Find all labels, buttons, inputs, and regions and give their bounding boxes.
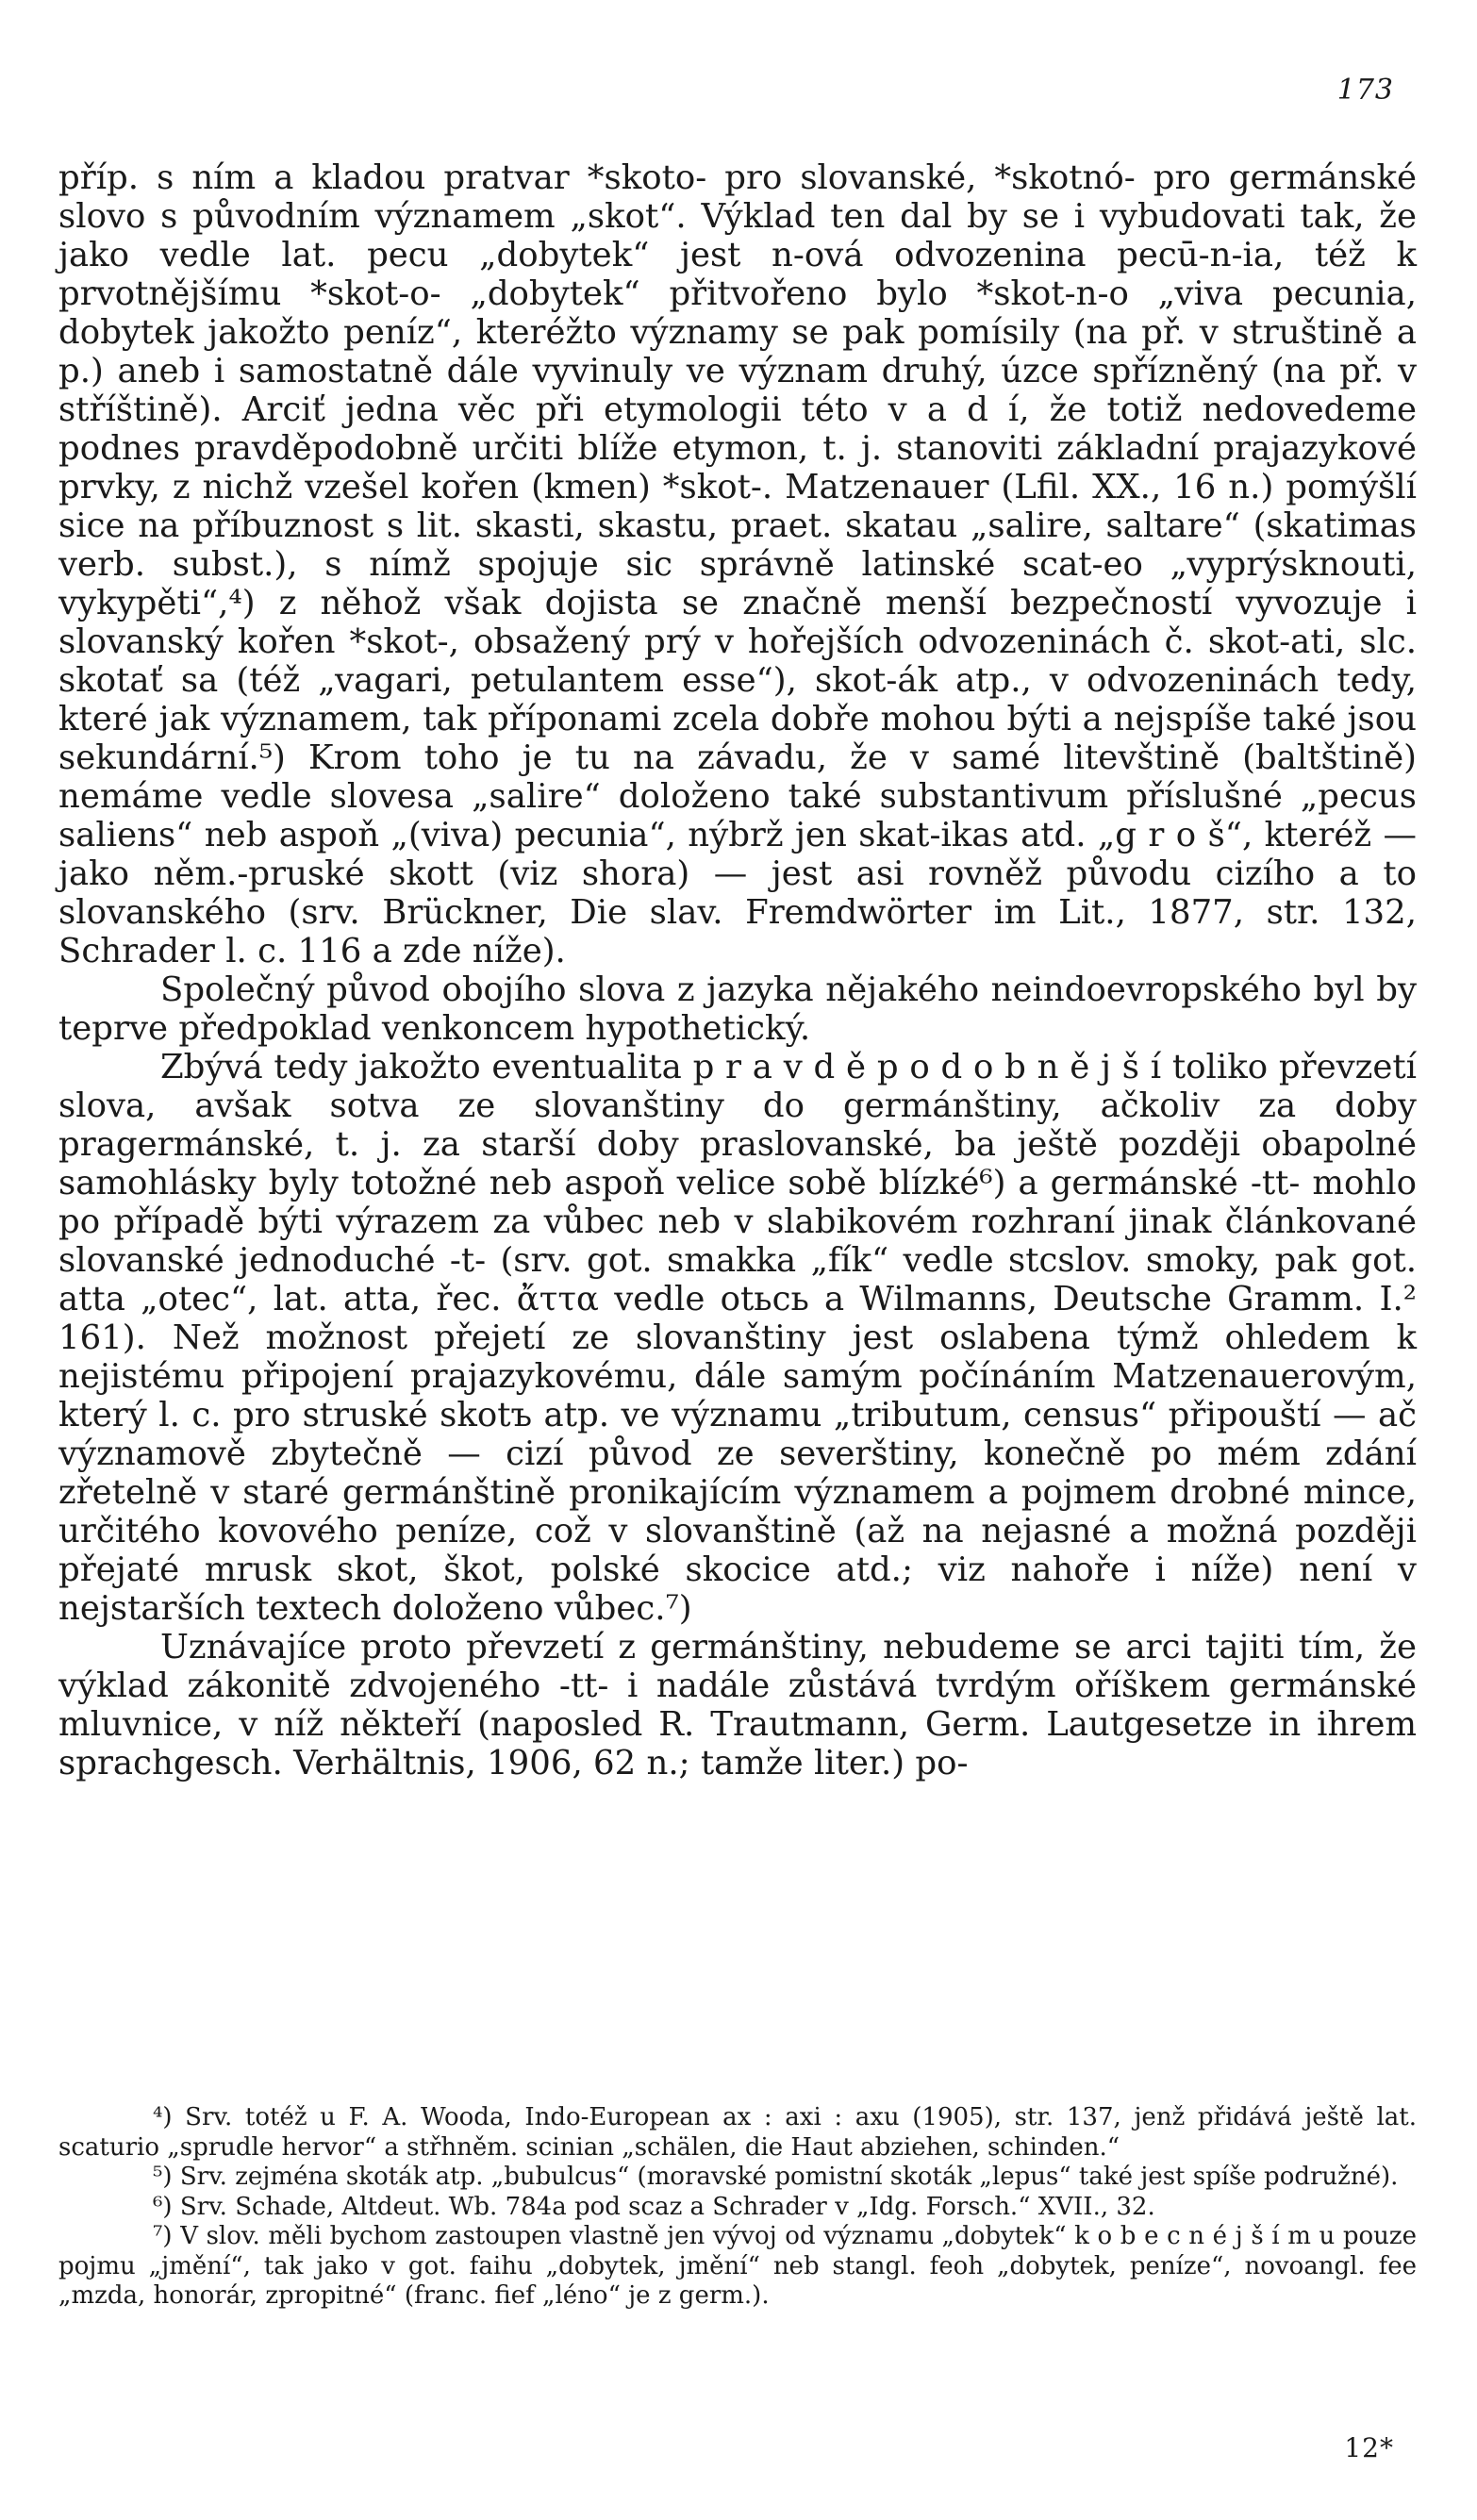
footnote: ⁵) Srv. zejména skoták atp. „bubulcus“ (moravské pomistní skoták „lepus“ také jest spíše podružné). [153,2163,1399,2191]
main-text [58,158,1417,1782]
body-paragraph: příp. s ním a kladou pratvar *skoto- pro slovanské, *skotnó- pro germánské slovo s původním významem „skot“. Výklad ten dal by se i vybudovati tak, že jako vedle lat. pecu „dobytek“ jest n-ová odvozenina pecū-n-ia, též k prvotnějšímu *skot-o- „dobytek“ přitvořeno bylo *skot-n-o „viva pecunia, dobytek jakožto peníz“, kteréžto významy se pak pomísily (na př. v struštině a p.) aneb i samostatně dále vyvinuly ve význam druhý, úzce spřízněný (na př. v stříštině). Arciť jedna věc při etymologii této v a d í, že totiž nedovedeme podnes pravděpodobně určiti blíže etymon, t. j. stanoviti základní prajazykové prvky, z nichž vzešel kořen (kmen) *skot-. Matzenauer (Lfil. XX., 16 n.) pomýšlí sice na příbuznost s lit. skasti, skastu, praet. skatau „salire, saltare“ (skatimas verb. subst.), s nímž spojuje sic správně latinské scat-eo „vyprýsknouti, vykypěti“,⁴) z něhož však dojista se značně menší bezpečností vyvozuje i slovanský kořen *skot-, obsažený prý v hořejších odvozeninách č. skot-ati, slc. skotať sa (též „vagari, petulantem esse“), skot-ák atp., v odvozeninách tedy, které jak významem, tak příponami zcela dobře mohou býti a nejspíše také jsou sekundární.⁵) Krom toho je tu na závadu, že v samé litevštině (baltštině) nemáme vedle slovesa „salire“ doloženo také substantivum příslušné „pecus saliens“ neb aspoň „(viva) pecunia“, nýbrž jen skat-ikas atd. „g r o š“, kteréž — jako něm.-pruské skott (viz shora) — jest asi rovněž původu cizího a to slovanského (srv. Brückner, Die slav. Fremdwörter im Lit., 1877, str. 132, Schrader l. c. 116 a zde níže). [58,158,1417,970]
footnote: ⁶) Srv. Schade, Altdeut. Wb. 784a pod scaz a Schrader v „Idg. Forsch.“ XVII., 32. [153,2192,1155,2221]
footnotes [58,2103,1417,2312]
footnote: ⁷) V slov. měli bychom zastoupen vlastně jen vývoj od významu „dobytek“ k o b e c n é j š í m u pouze pojmu „jmění“, tak jako v got. faihu „dobytek, jmění“ neb stangl. feoh „dobytek, peníze“, novoangl. fee „mzda, honorár, zpropitné“ (franc. fief „léno“ je z germ.). [58,2222,1417,2310]
page-number: 173 [1336,74,1394,107]
footnote: ⁴) Srv. totéž u F. A. Wooda, Indo-European ax : axi : axu (1905), str. 137, jenž přidává ještě lat. scaturio „sprudle hervor“ a střhněm. scinian „schälen, die Haut abziehen, schinden.“ [58,2103,1417,2162]
body-paragraph: Společný původ obojího slova z jazyka nějakého neindoevropského byl by teprve předpoklad venkoncem hypothetický. [58,970,1417,1048]
printer-signature: 12* [1344,2432,1394,2463]
body-paragraph: Zbývá tedy jakožto eventualita p r a v d ě p o d o b n ě j š í toliko převzetí slova, avšak sotva ze slovanštiny do germánštiny, ačkoliv za doby pragermánské, t. j. za starší doby praslovanské, ba ještě později obapolné samohlásky byly totožné neb aspoň velice sobě blízké⁶) a germánské -tt- mohlo po případě býti výrazem za vůbec neb v slabikovém rozhraní jinak článkované slovanské jednoduché -t- (srv. got. smakka „fík“ vedle stcslov. smoky, pak got. atta „otec“, lat. atta, řec. ἄττα vedle otьcь a Wilmanns, Deutsche Gramm. I.² 161). Než možnost přejetí ze slovanštiny jest oslabena týmž ohledem k nejistému připojení prajazykovému, dále samým počínáním Matzenauerovým, který l. c. pro struské skotъ atp. ve významu „tributum, census“ připouští — ač významově zbytečně — cizí původ ze severštiny, konečně po mém zdání zřetelně v staré germánštině pronikajícím významem a pojmem drobné mince, určitého kovového peníze, což v slovanštině (až na nejasné a možná později přejaté mrusk skot, škot, polské skocice atd.; viz nahoře i níže) není v nejstarších textech doloženo vůbec.⁷) [58,1048,1417,1628]
body-paragraph: Uznávajíce proto převzetí z germánštiny, nebudeme se arci tajiti tím, že výklad zákonitě zdvojeného -tt- i nadále zůstává tvrdým oříškem germánské mluvnice, v níž někteří (naposled R. Trautmann, Germ. Lautgesetze in ihrem sprachgesch. Verhältnis, 1906, 62 n.; tamže liter.) po- [58,1628,1417,1782]
